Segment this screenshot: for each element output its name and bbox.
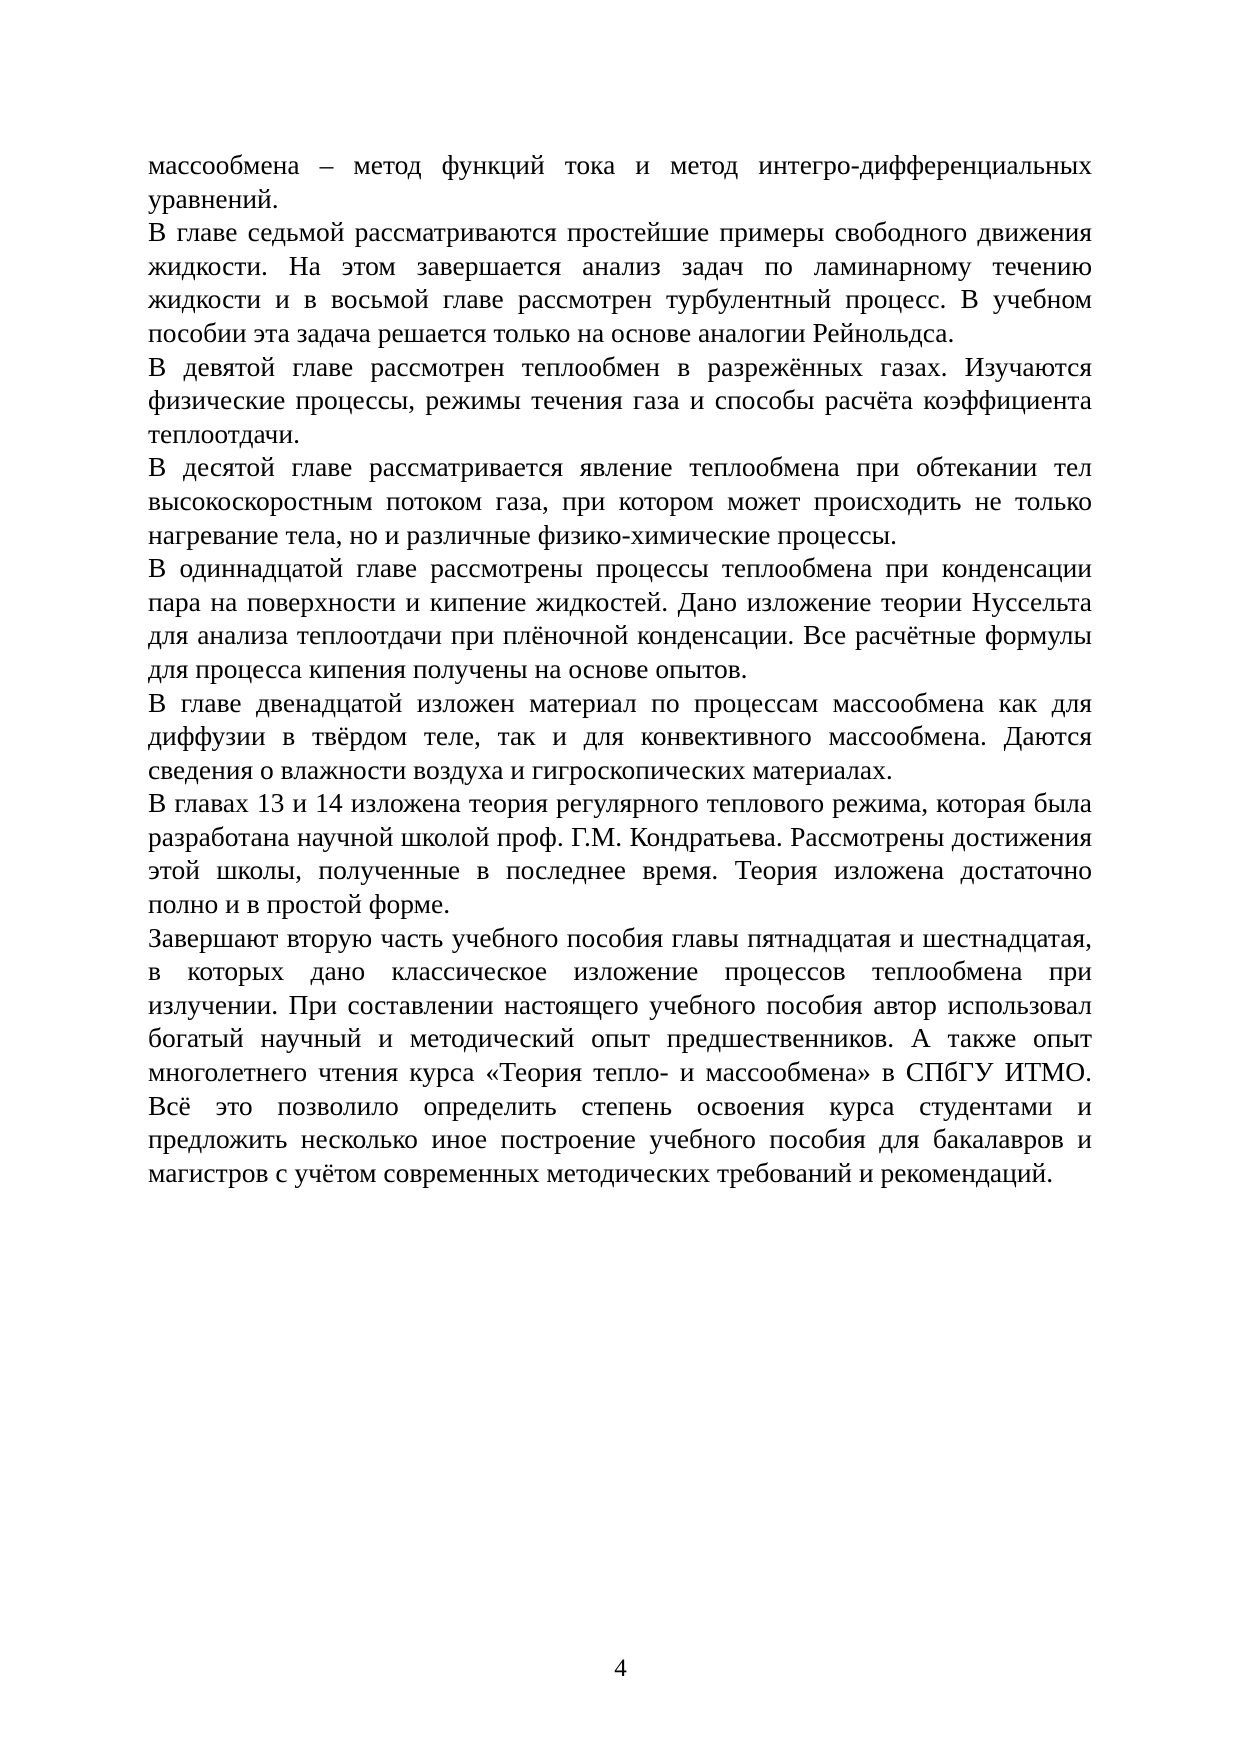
paragraph-chapter-12: В главе двенадцатой изложен материал по процессам массообмена как для диффузии в твёрдом теле, так и для конвективного массообмена. Даются сведения о влажности воздуха и гигроскопических материалах. [148, 686, 1092, 785]
paragraph-chapter-9: В девятой главе рассмотрен теплообмен в разрежённых газах. Изучаются физические процессы, режимы течения газа и способы расчёта коэффициента теплоотдачи. [148, 350, 1092, 449]
paragraph-chapter-10: В десятой главе рассматривается явление теплообмена при обтекании тел высокоскоростным потоком газа, при котором может происходить не только нагревание тела, но и различные физико-химические процессы. [148, 451, 1092, 550]
body-text [148, 148, 1092, 1189]
page-number: 4 [614, 1655, 627, 1682]
paragraph-chapters-13-14: В главах 13 и 14 изложена теория регулярного теплового режима, которая была разработана научной школой проф. Г.М. Кондратьева. Рассмотрены достижения этой школы, полученные в последнее время. Теория изложена достаточно полно и в простой форме. [148, 787, 1092, 920]
paragraph-chapter-11: В одиннадцатой главе рассмотрены процессы теплообмена при конденсации пара на поверхности и кипение жидкостей. Дано изложение теории Нуссельта для анализа теплоотдачи при плёночной конденсации. Все расчётные формулы для процесса кипения получены на основе опытов. [148, 552, 1092, 684]
paragraph-mass-transfer-methods: массообмена – метод функций тока и метод интегро-дифференциальных уравнений. [148, 149, 1092, 214]
paragraph-chapter-7-8: В главе седьмой рассматриваются простейшие примеры свободного движения жидкости. На этом завершается анализ задач по ламинарному течению жидкости и в восьмой главе рассмотрен турбулентный процесс. В учебном пособии эта задача решается только на основе аналогии Рейнольдса. [148, 216, 1092, 348]
paragraph-chapters-15-16: Завершают вторую часть учебного пособия главы пятнадцатая и шестнадцатая, в которых дано классическое изложение процессов теплообмена при излучении. При составлении настоящего учебного пособия автор использовал богатый научный и методический опыт предшественников. А также опыт многолетнего чтения курса «Теория тепло- и массообмена» в СПбГУ ИТМО. Всё это позволило определить степень освоения курса студентами и предложить несколько иное построение учебного пособия для бакалавров и магистров с учётом современных методических требований и рекомендаций. [148, 921, 1092, 1188]
